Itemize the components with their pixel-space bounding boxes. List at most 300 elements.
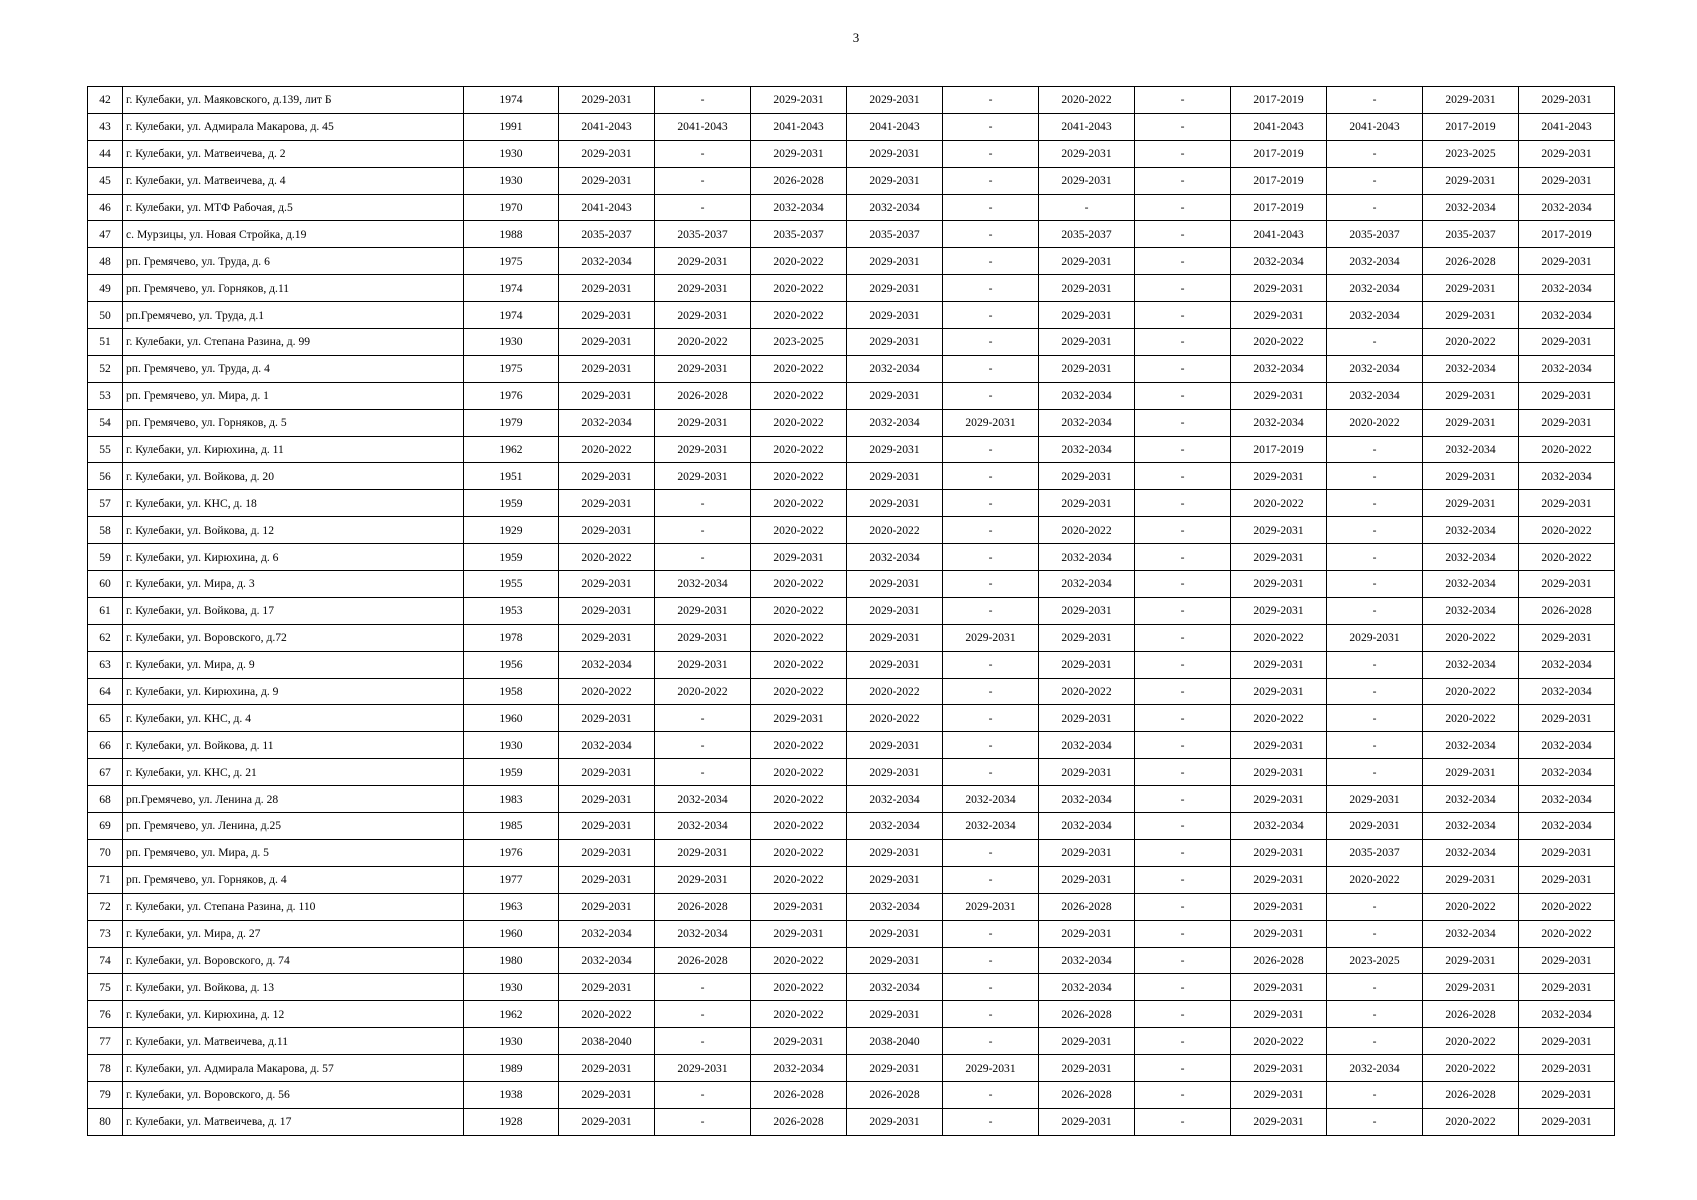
cell-period-6: 2029-2031 [1039,759,1135,786]
cell-period-8: 2029-2031 [1231,893,1327,920]
cell-period-9: - [1327,463,1423,490]
cell-period-6: 2029-2031 [1039,839,1135,866]
cell-period-1: 2029-2031 [559,275,655,302]
cell-period-4: 2029-2031 [847,759,943,786]
cell-period-9: - [1327,329,1423,356]
table-row [88,275,1615,302]
cell-period-2: 2029-2031 [655,463,751,490]
cell-period-10: 2032-2034 [1423,544,1519,571]
cell-year-built: 1928 [464,1108,559,1135]
cell-period-4: 2029-2031 [847,382,943,409]
cell-period-11: 2029-2031 [1519,140,1615,167]
cell-year-built: 1959 [464,544,559,571]
cell-period-7: - [1135,87,1231,114]
cell-period-11: 2029-2031 [1519,1081,1615,1108]
cell-period-11: 2020-2022 [1519,517,1615,544]
table-row [88,221,1615,248]
cell-row-number: 61 [88,597,123,624]
cell-period-9: 2032-2034 [1327,248,1423,275]
cell-year-built: 1974 [464,87,559,114]
cell-row-number: 44 [88,140,123,167]
cell-year-built: 1977 [464,866,559,893]
cell-period-1: 2029-2031 [559,759,655,786]
cell-period-10: 2032-2034 [1423,920,1519,947]
cell-period-5: - [943,920,1039,947]
cell-period-1: 2029-2031 [559,974,655,1001]
cell-period-2: - [655,705,751,732]
cell-period-11: 2029-2031 [1519,409,1615,436]
table-row [88,140,1615,167]
table-row [88,571,1615,598]
table-row [88,302,1615,329]
cell-period-5: - [943,355,1039,382]
cell-period-9: 2020-2022 [1327,409,1423,436]
cell-period-7: - [1135,221,1231,248]
cell-period-2: - [655,1028,751,1055]
cell-period-2: 2029-2031 [655,248,751,275]
cell-period-4: 2029-2031 [847,571,943,598]
cell-period-10: 2029-2031 [1423,947,1519,974]
cell-row-number: 49 [88,275,123,302]
cell-address: г. Кулебаки, ул. МТФ Рабочая, д.5 [123,194,464,221]
cell-period-3: 2020-2022 [751,571,847,598]
table-row [88,409,1615,436]
cell-period-11: 2029-2031 [1519,947,1615,974]
cell-row-number: 74 [88,947,123,974]
cell-period-4: 2032-2034 [847,893,943,920]
cell-year-built: 1960 [464,705,559,732]
cell-period-1: 2029-2031 [559,839,655,866]
cell-address: рп. Гремячево, ул. Ленина, д.25 [123,813,464,840]
cell-period-5: 2029-2031 [943,624,1039,651]
cell-period-4: 2029-2031 [847,597,943,624]
cell-period-8: 2029-2031 [1231,974,1327,1001]
cell-period-2: - [655,517,751,544]
cell-period-5: - [943,87,1039,114]
cell-period-4: 2032-2034 [847,974,943,1001]
cell-address: с. Мурзицы, ул. Новая Стройка, д.19 [123,221,464,248]
cell-period-2: 2026-2028 [655,947,751,974]
cell-row-number: 75 [88,974,123,1001]
cell-period-8: 2017-2019 [1231,87,1327,114]
cell-year-built: 1960 [464,920,559,947]
cell-period-7: - [1135,194,1231,221]
cell-period-6: 2029-2031 [1039,920,1135,947]
cell-address: рп. Гремячево, ул. Мира, д. 1 [123,382,464,409]
table-row [88,974,1615,1001]
cell-period-8: 2029-2031 [1231,275,1327,302]
cell-period-1: 2041-2043 [559,113,655,140]
cell-period-5: - [943,1081,1039,1108]
cell-period-11: 2029-2031 [1519,839,1615,866]
cell-period-5: - [943,571,1039,598]
cell-address: г. Кулебаки, ул. Степана Разина, д. 99 [123,329,464,356]
cell-period-6: 2029-2031 [1039,624,1135,651]
cell-period-10: 2032-2034 [1423,786,1519,813]
cell-period-7: - [1135,597,1231,624]
cell-period-5: - [943,1001,1039,1028]
cell-period-7: - [1135,436,1231,463]
cell-period-5: - [943,759,1039,786]
cell-period-10: 2035-2037 [1423,221,1519,248]
cell-period-8: 2029-2031 [1231,732,1327,759]
cell-period-2: 2029-2031 [655,275,751,302]
cell-period-4: 2032-2034 [847,194,943,221]
cell-period-9: - [1327,1108,1423,1135]
cell-period-1: 2020-2022 [559,1001,655,1028]
cell-period-11: 2029-2031 [1519,329,1615,356]
cell-period-9: 2032-2034 [1327,302,1423,329]
table-row [88,1028,1615,1055]
cell-period-4: 2029-2031 [847,920,943,947]
cell-period-6: 2029-2031 [1039,1108,1135,1135]
cell-period-8: 2026-2028 [1231,947,1327,974]
cell-period-11: 2029-2031 [1519,571,1615,598]
cell-period-4: 2032-2034 [847,544,943,571]
cell-period-6: 2029-2031 [1039,651,1135,678]
table-row [88,355,1615,382]
cell-period-7: - [1135,382,1231,409]
cell-address: г. Кулебаки, ул. КНС, д. 18 [123,490,464,517]
table-row [88,382,1615,409]
cell-period-4: 2029-2031 [847,839,943,866]
cell-period-4: 2035-2037 [847,221,943,248]
cell-period-4: 2029-2031 [847,87,943,114]
cell-year-built: 1975 [464,355,559,382]
cell-period-9: 2032-2034 [1327,1055,1423,1082]
table-row [88,1055,1615,1082]
cell-period-1: 2029-2031 [559,1108,655,1135]
cell-period-9: - [1327,1081,1423,1108]
cell-period-8: 2032-2034 [1231,355,1327,382]
cell-row-number: 51 [88,329,123,356]
cell-period-1: 2038-2040 [559,1028,655,1055]
cell-period-10: 2029-2031 [1423,167,1519,194]
cell-period-2: 2026-2028 [655,382,751,409]
cell-year-built: 1988 [464,221,559,248]
table-row [88,651,1615,678]
cell-period-3: 2026-2028 [751,1081,847,1108]
cell-period-5: - [943,221,1039,248]
cell-period-5: - [943,275,1039,302]
cell-year-built: 1959 [464,490,559,517]
cell-period-9: - [1327,1001,1423,1028]
cell-period-11: 2029-2031 [1519,490,1615,517]
cell-period-5: - [943,490,1039,517]
cell-period-5: - [943,463,1039,490]
cell-period-3: 2023-2025 [751,329,847,356]
table-row [88,839,1615,866]
cell-row-number: 47 [88,221,123,248]
cell-year-built: 1991 [464,113,559,140]
cell-year-built: 1970 [464,194,559,221]
cell-period-6: 2032-2034 [1039,813,1135,840]
cell-row-number: 43 [88,113,123,140]
cell-address: рп. Гремячево, ул. Горняков, д. 4 [123,866,464,893]
cell-year-built: 1929 [464,517,559,544]
cell-period-8: 2020-2022 [1231,624,1327,651]
cell-period-11: 2026-2028 [1519,597,1615,624]
cell-row-number: 46 [88,194,123,221]
cell-period-8: 2029-2031 [1231,839,1327,866]
cell-period-8: 2029-2031 [1231,1108,1327,1135]
cell-period-10: 2026-2028 [1423,1001,1519,1028]
cell-period-7: - [1135,1055,1231,1082]
cell-period-3: 2020-2022 [751,248,847,275]
cell-row-number: 57 [88,490,123,517]
cell-period-8: 2032-2034 [1231,813,1327,840]
cell-period-10: 2032-2034 [1423,355,1519,382]
cell-year-built: 1975 [464,248,559,275]
cell-period-1: 2029-2031 [559,463,655,490]
cell-period-7: - [1135,947,1231,974]
cell-period-8: 2029-2031 [1231,544,1327,571]
cell-period-1: 2029-2031 [559,517,655,544]
cell-period-4: 2029-2031 [847,732,943,759]
cell-period-10: 2020-2022 [1423,1055,1519,1082]
cell-period-5: 2032-2034 [943,813,1039,840]
cell-period-8: 2029-2031 [1231,517,1327,544]
cell-period-7: - [1135,140,1231,167]
cell-year-built: 1989 [464,1055,559,1082]
table-row [88,732,1615,759]
cell-period-5: - [943,974,1039,1001]
cell-period-11: 2032-2034 [1519,1001,1615,1028]
cell-period-2: - [655,759,751,786]
cell-row-number: 78 [88,1055,123,1082]
cell-period-6: 2029-2031 [1039,248,1135,275]
table-row [88,490,1615,517]
cell-period-11: 2032-2034 [1519,786,1615,813]
cell-period-6: 2029-2031 [1039,329,1135,356]
cell-period-6: 2029-2031 [1039,463,1135,490]
cell-period-4: 2032-2034 [847,786,943,813]
cell-period-5: - [943,248,1039,275]
cell-period-5: - [943,839,1039,866]
cell-period-3: 2020-2022 [751,786,847,813]
cell-period-1: 2032-2034 [559,947,655,974]
cell-period-9: - [1327,194,1423,221]
cell-period-10: 2029-2031 [1423,382,1519,409]
cell-period-7: - [1135,490,1231,517]
cell-period-2: 2029-2031 [655,436,751,463]
cell-year-built: 1962 [464,436,559,463]
cell-row-number: 62 [88,624,123,651]
cell-row-number: 72 [88,893,123,920]
cell-period-10: 2032-2034 [1423,597,1519,624]
cell-period-5: - [943,194,1039,221]
cell-period-8: 2020-2022 [1231,490,1327,517]
cell-period-1: 2029-2031 [559,813,655,840]
cell-period-11: 2029-2031 [1519,1028,1615,1055]
cell-year-built: 1979 [464,409,559,436]
cell-period-10: 2029-2031 [1423,302,1519,329]
cell-address: г. Кулебаки, ул. Матвеичева, д. 17 [123,1108,464,1135]
cell-period-4: 2038-2040 [847,1028,943,1055]
cell-period-7: - [1135,678,1231,705]
page-number: 3 [852,30,860,45]
table-row [88,1081,1615,1108]
cell-row-number: 77 [88,1028,123,1055]
cell-year-built: 1962 [464,1001,559,1028]
cell-period-1: 2029-2031 [559,1081,655,1108]
cell-period-6: 2029-2031 [1039,275,1135,302]
cell-address: г. Кулебаки, ул. Кирюхина, д. 6 [123,544,464,571]
cell-period-9: - [1327,436,1423,463]
cell-period-5: - [943,1028,1039,1055]
cell-period-9: 2032-2034 [1327,275,1423,302]
cell-period-6: 2029-2031 [1039,1028,1135,1055]
cell-row-number: 73 [88,920,123,947]
cell-period-8: 2020-2022 [1231,705,1327,732]
cell-row-number: 65 [88,705,123,732]
cell-period-1: 2035-2037 [559,221,655,248]
cell-period-10: 2029-2031 [1423,490,1519,517]
cell-period-3: 2020-2022 [751,732,847,759]
cell-period-1: 2020-2022 [559,544,655,571]
cell-period-7: - [1135,813,1231,840]
cell-period-2: 2041-2043 [655,113,751,140]
cell-period-8: 2020-2022 [1231,1028,1327,1055]
cell-address: г. Кулебаки, ул. Войкова, д. 20 [123,463,464,490]
cell-period-7: - [1135,866,1231,893]
table-row [88,463,1615,490]
cell-year-built: 1974 [464,302,559,329]
cell-period-9: - [1327,893,1423,920]
cell-period-11: 2029-2031 [1519,382,1615,409]
cell-year-built: 1983 [464,786,559,813]
cell-period-8: 2017-2019 [1231,436,1327,463]
cell-period-10: 2017-2019 [1423,113,1519,140]
table-row [88,248,1615,275]
cell-period-1: 2020-2022 [559,436,655,463]
cell-period-5: - [943,866,1039,893]
cell-period-7: - [1135,1028,1231,1055]
cell-period-9: - [1327,759,1423,786]
cell-period-7: - [1135,517,1231,544]
cell-row-number: 45 [88,167,123,194]
cell-period-3: 2035-2037 [751,221,847,248]
cell-period-7: - [1135,167,1231,194]
cell-period-9: 2020-2022 [1327,866,1423,893]
cell-period-1: 2029-2031 [559,329,655,356]
cell-period-9: 2029-2031 [1327,786,1423,813]
cell-period-3: 2020-2022 [751,382,847,409]
cell-address: г. Кулебаки, ул. Матвеичева, д. 2 [123,140,464,167]
cell-period-1: 2032-2034 [559,920,655,947]
cell-year-built: 1980 [464,947,559,974]
cell-address: г. Кулебаки, ул. Мира, д. 3 [123,571,464,598]
cell-period-6: 2029-2031 [1039,705,1135,732]
cell-period-7: - [1135,759,1231,786]
cell-period-8: 2029-2031 [1231,571,1327,598]
cell-period-6: 2029-2031 [1039,140,1135,167]
cell-year-built: 1985 [464,813,559,840]
cell-period-8: 2017-2019 [1231,140,1327,167]
cell-row-number: 70 [88,839,123,866]
cell-period-1: 2029-2031 [559,355,655,382]
cell-period-11: 2020-2022 [1519,436,1615,463]
cell-period-5: - [943,329,1039,356]
cell-period-11: 2017-2019 [1519,221,1615,248]
cell-year-built: 1938 [464,1081,559,1108]
cell-period-8: 2029-2031 [1231,786,1327,813]
cell-period-7: - [1135,1081,1231,1108]
cell-row-number: 55 [88,436,123,463]
cell-period-7: - [1135,624,1231,651]
cell-period-1: 2029-2031 [559,624,655,651]
cell-address: г. Кулебаки, ул. Матвеичева, д.11 [123,1028,464,1055]
cell-address: г. Кулебаки, ул. КНС, д. 21 [123,759,464,786]
cell-period-3: 2026-2028 [751,167,847,194]
cell-period-7: - [1135,571,1231,598]
cell-period-3: 2020-2022 [751,813,847,840]
cell-address: г. Кулебаки, ул. Воровского, д.72 [123,624,464,651]
cell-period-5: - [943,947,1039,974]
cell-period-7: - [1135,1108,1231,1135]
cell-period-7: - [1135,839,1231,866]
cell-address: г. Кулебаки, ул. Мира, д. 9 [123,651,464,678]
cell-address: г. Кулебаки, ул. Адмирала Макарова, д. 57 [123,1055,464,1082]
cell-period-11: 2029-2031 [1519,974,1615,1001]
cell-period-3: 2029-2031 [751,140,847,167]
cell-period-4: 2029-2031 [847,302,943,329]
cell-period-1: 2032-2034 [559,248,655,275]
cell-period-7: - [1135,544,1231,571]
cell-period-7: - [1135,974,1231,1001]
cell-period-4: 2041-2043 [847,113,943,140]
cell-period-3: 2020-2022 [751,947,847,974]
cell-period-4: 2029-2031 [847,167,943,194]
table-row [88,436,1615,463]
cell-period-3: 2020-2022 [751,436,847,463]
table-row [88,624,1615,651]
cell-period-4: 2020-2022 [847,678,943,705]
cell-period-8: 2017-2019 [1231,194,1327,221]
cell-period-1: 2029-2031 [559,490,655,517]
cell-period-2: 2035-2037 [655,221,751,248]
cell-period-11: 2029-2031 [1519,248,1615,275]
cell-period-3: 2029-2031 [751,1028,847,1055]
cell-period-3: 2020-2022 [751,463,847,490]
cell-period-9: - [1327,974,1423,1001]
cell-period-4: 2020-2022 [847,705,943,732]
cell-period-6: 2026-2028 [1039,1001,1135,1028]
cell-period-7: - [1135,732,1231,759]
cell-year-built: 1930 [464,974,559,1001]
cell-period-2: 2026-2028 [655,893,751,920]
cell-period-9: 2029-2031 [1327,813,1423,840]
cell-address: г. Кулебаки, ул. Кирюхина, д. 12 [123,1001,464,1028]
cell-period-2: - [655,1081,751,1108]
cell-row-number: 60 [88,571,123,598]
cell-period-5: 2029-2031 [943,409,1039,436]
cell-period-2: 2032-2034 [655,813,751,840]
cell-period-3: 2020-2022 [751,517,847,544]
cell-period-3: 2020-2022 [751,624,847,651]
cell-row-number: 52 [88,355,123,382]
cell-period-10: 2029-2031 [1423,759,1519,786]
cell-period-5: - [943,678,1039,705]
cell-period-1: 2029-2031 [559,302,655,329]
cell-period-3: 2029-2031 [751,87,847,114]
cell-period-8: 2029-2031 [1231,866,1327,893]
cell-row-number: 80 [88,1108,123,1135]
cell-period-2: 2029-2031 [655,302,751,329]
cell-period-11: 2032-2034 [1519,651,1615,678]
cell-address: г. Кулебаки, ул. Войкова, д. 12 [123,517,464,544]
cell-year-built: 1978 [464,624,559,651]
